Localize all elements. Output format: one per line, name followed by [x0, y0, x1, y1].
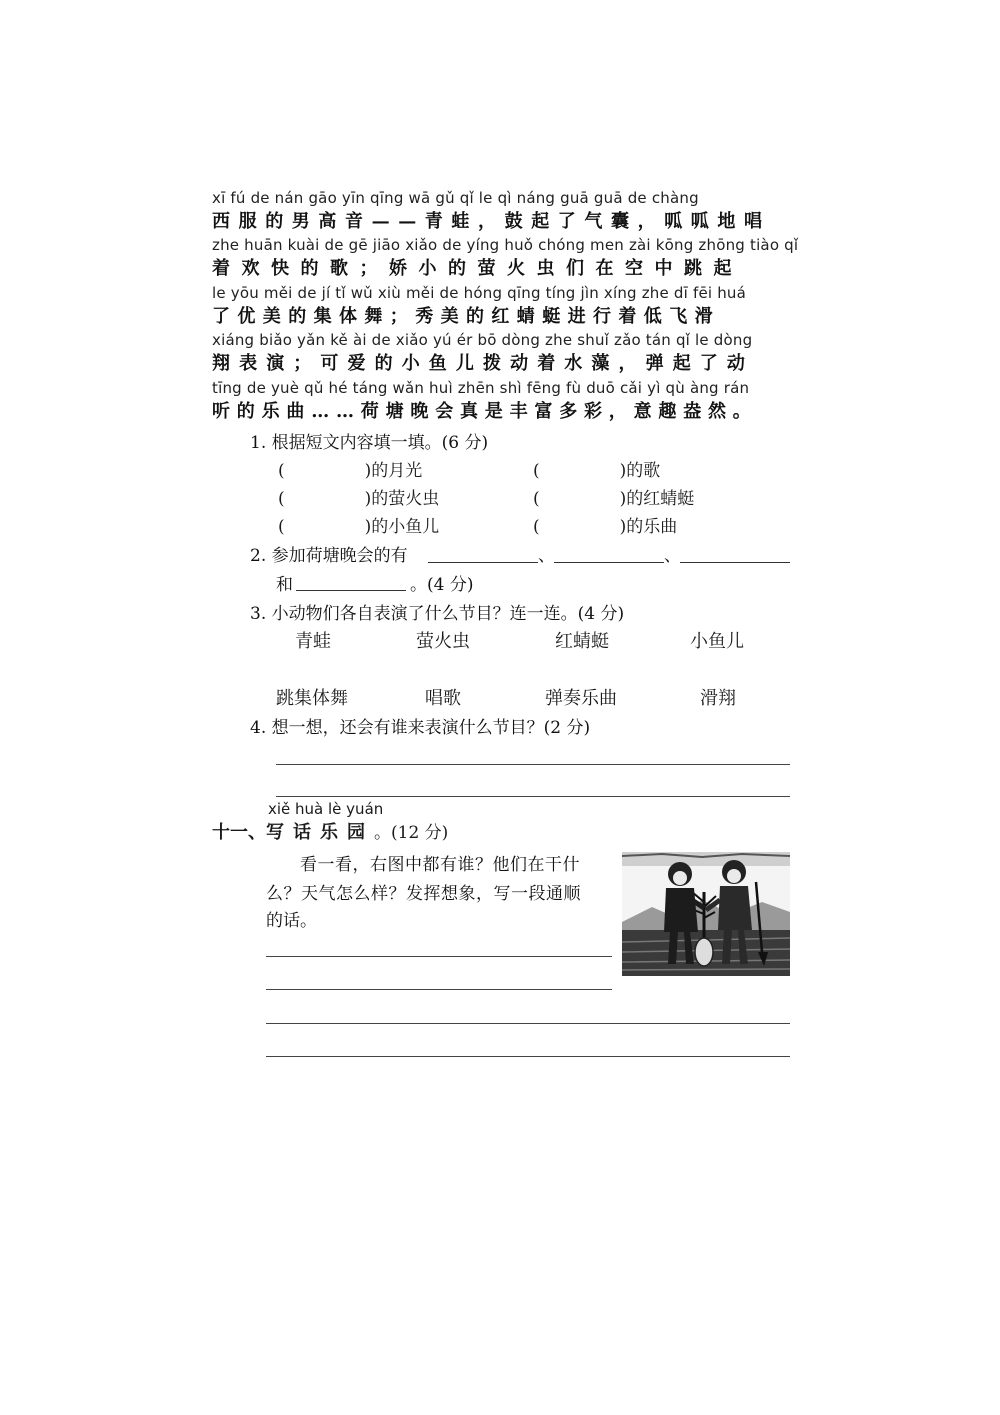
question-3-title: 3. 小动物们各自表演了什么节目？连一连。(4 分)	[250, 604, 625, 624]
pinyin-line: xī fú de nán gāo yīn qīng wā gǔ qǐ le qì náng guā guā de chàng	[212, 189, 699, 207]
open-paren: (	[533, 461, 540, 481]
children-planting-tree-picture	[622, 852, 790, 976]
writing-prompt: 的话。	[266, 911, 317, 931]
hanzi-line: 了优美的集体舞；秀美的红蜻蜓进行着低飞滑	[212, 306, 720, 327]
answer-blank[interactable]	[554, 562, 664, 563]
question-2-title: 2. 参加荷塘晚会的有	[250, 546, 408, 566]
separator: 、	[664, 546, 681, 566]
open-paren: (	[278, 489, 285, 509]
answer-blank[interactable]	[296, 590, 406, 591]
item-suffix: )的乐曲	[619, 517, 678, 537]
fill-blank-item[interactable]	[278, 456, 422, 481]
pinyin-line: tīng de yuè qǔ hé táng wǎn huì zhēn shì fēng fù duō cǎi yì qù àng rán	[212, 379, 750, 397]
answer-line[interactable]	[276, 796, 790, 797]
open-paren: (	[533, 517, 540, 537]
animal-option[interactable]: 红蜻蜓	[555, 631, 609, 652]
show-option[interactable]: 滑翔	[700, 688, 736, 709]
answer-blank[interactable]	[680, 562, 790, 563]
hanzi-line: 听的乐曲……荷塘晚会真是丰富多彩，意趣盎然。	[212, 401, 758, 422]
hanzi-line: 翔表演；可爱的小鱼儿拨动着水藻，弹起了动	[212, 353, 754, 374]
open-paren: (	[533, 489, 540, 509]
show-option[interactable]: 唱歌	[425, 688, 461, 709]
answer-line[interactable]	[276, 764, 790, 765]
open-paren: (	[278, 461, 285, 481]
open-paren: (	[278, 517, 285, 537]
animal-option[interactable]: 小鱼儿	[690, 631, 744, 652]
fill-blank-item[interactable]	[533, 456, 660, 481]
pinyin-line: xiáng biǎo yǎn kě ài de xiǎo yú ér bō dòng zhe shuǐ zǎo tán qǐ le dòng	[212, 331, 753, 349]
hanzi-line: 着欢快的歌；娇小的萤火虫们在空中跳起	[212, 258, 743, 279]
fill-blank-item[interactable]	[533, 484, 694, 509]
question-1-title: 1. 根据短文内容填一填。(6 分)	[250, 433, 489, 453]
section-title-pinyin: xiě huà lè yuán	[268, 800, 384, 818]
and-word: 和	[276, 575, 293, 595]
fill-blank-item[interactable]	[278, 484, 439, 509]
item-suffix: )的小鱼儿	[364, 517, 440, 537]
pinyin-line: zhe huān kuài de gē jiāo xiǎo de yíng huǒ chóng men zài kōng zhōng tiào qǐ	[212, 236, 799, 254]
item-suffix: )的红蜻蜓	[619, 489, 695, 509]
writing-line[interactable]	[266, 956, 612, 957]
item-suffix: )的萤火虫	[364, 489, 440, 509]
section-score: 。(12 分)	[374, 823, 449, 843]
writing-line[interactable]	[266, 1023, 790, 1024]
animal-option[interactable]: 萤火虫	[416, 631, 470, 652]
section-title	[212, 818, 448, 844]
writing-line[interactable]	[266, 989, 612, 990]
item-suffix: )的月光	[364, 461, 423, 481]
item-suffix: )的歌	[619, 461, 661, 481]
section-name: 写话乐园	[266, 822, 374, 843]
show-option[interactable]: 弹奏乐曲	[545, 688, 617, 709]
section-number: 十一、	[212, 822, 266, 843]
writing-prompt: 么？天气怎么样？发挥想象，写一段通顺	[266, 884, 581, 904]
fill-blank-item[interactable]	[278, 512, 439, 537]
show-option[interactable]: 跳集体舞	[276, 688, 348, 709]
fill-blank-item[interactable]	[533, 512, 677, 537]
pinyin-line: le yōu měi de jí tǐ wǔ xiù měi de hóng qīng tíng jìn xíng zhe dī fēi huá	[212, 284, 747, 302]
answer-blank[interactable]	[428, 562, 538, 563]
writing-prompt: 看一看，右图中都有谁？他们在干什	[300, 855, 580, 875]
separator: 、	[538, 546, 555, 566]
hanzi-line: 西服的男高音——青蛙，鼓起了气囊，呱呱地唱	[212, 211, 771, 232]
animal-option[interactable]: 青蛙	[295, 631, 331, 652]
writing-line[interactable]	[266, 1056, 790, 1057]
question-2-score: 。(4 分)	[410, 575, 474, 595]
question-4-title: 4. 想一想，还会有谁来表演什么节目？(2 分)	[250, 718, 591, 738]
